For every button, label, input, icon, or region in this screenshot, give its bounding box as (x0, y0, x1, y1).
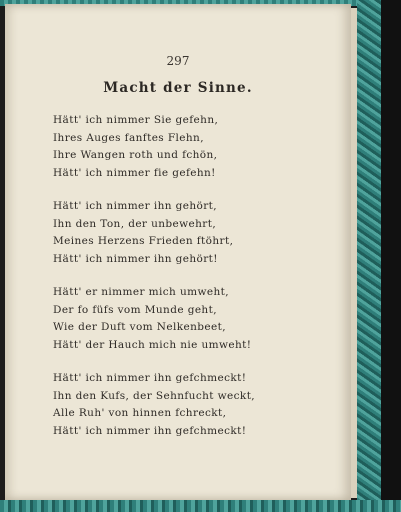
stanza-2 (53, 198, 343, 268)
poem-line: Hätt' er nimmer mich umweht, (53, 286, 229, 298)
stanza-3 (53, 284, 343, 354)
poem-line: Hätt' ich nimmer ihn gehört! (53, 252, 218, 265)
poem-line: Ihre Wangen roth und fchön, (53, 149, 218, 162)
book-page (5, 4, 351, 500)
poem-line: Hätt' ich nimmer Sie gefehn, (53, 114, 219, 126)
stanza-1 (53, 112, 343, 182)
marbled-cover-edge (357, 0, 381, 512)
poem-line: Hätt' der Hauch mich nie umweht! (53, 338, 252, 351)
poem-line: Ihres Auges fanftes Flehn, (53, 131, 204, 144)
poem-line: Hätt' ich nimmer ihn gefchmeckt! (53, 372, 247, 384)
poem-line: Hätt' ich nimmer fie gefehn! (53, 166, 216, 179)
marbled-bottom-edge (0, 500, 401, 512)
poem-line: Hätt' ich nimmer ihn gehört, (53, 200, 218, 212)
poem-title: Macht der Sinne. (103, 80, 253, 96)
poem-line: Hätt' ich nimmer ihn gefchmeckt! (53, 424, 247, 437)
poem-line: Ihn den Kufs, der Sehnfucht weckt, (53, 389, 256, 402)
stanza-4 (53, 370, 343, 440)
poem-line: Alle Ruh' von hinnen fchreckt, (53, 407, 227, 420)
poem-line: Meines Herzens Frieden ftöhrt, (53, 235, 234, 248)
background (381, 0, 401, 512)
page-number: 297 (166, 54, 190, 68)
poem-line: Wie der Duft vom Nelkenbeet, (53, 321, 226, 334)
poem-line: Der fo füfs vom Munde geht, (53, 303, 217, 316)
poem-line: Ihn den Ton, der unbewehrt, (53, 217, 217, 230)
